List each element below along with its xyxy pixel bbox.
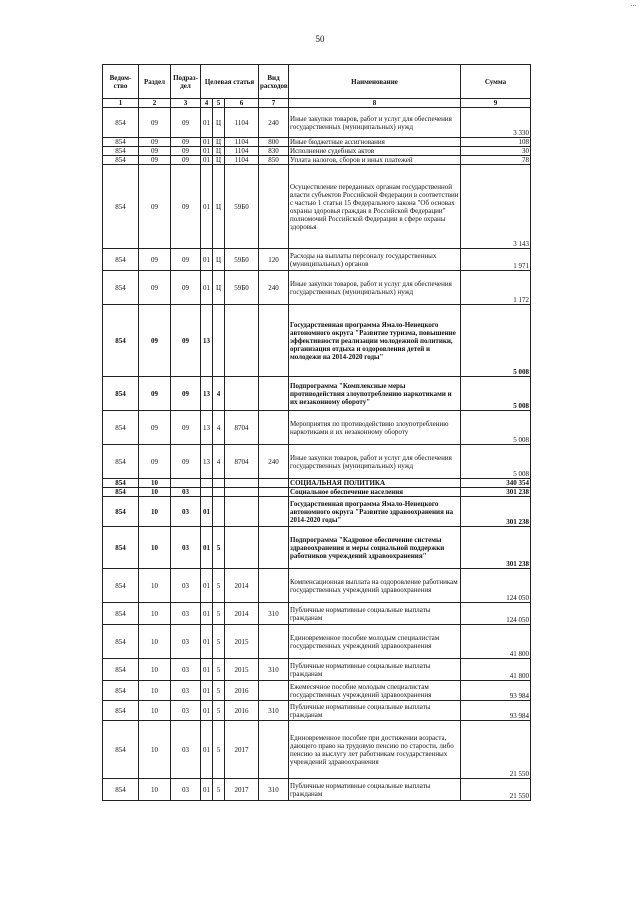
sum-cell: 78 — [461, 156, 531, 165]
name-cell: Подпрограмма "Кадровое обеспечение системы здравоохранения и меры социальной поддержки работников учреждений здравоохранения" — [289, 527, 461, 569]
name-cell: Иные закупки товаров, работ и услуг для обеспечения государственных (муниципальных) нужд — [289, 271, 461, 305]
program-cell: 01 — [201, 147, 213, 156]
section-cell: 10 — [139, 659, 171, 681]
table-row — [103, 603, 531, 625]
program-cell: 13 — [201, 377, 213, 411]
exp-type-cell: 310 — [259, 701, 289, 721]
page-number: 50 — [315, 34, 325, 44]
article-cell: 2015 — [225, 659, 259, 681]
exp-type-cell — [259, 479, 289, 488]
table-row — [103, 411, 531, 445]
dept-cell: 854 — [103, 625, 139, 659]
program-cell: 01 — [201, 603, 213, 625]
sum-cell: 124 050 — [461, 603, 531, 625]
column-number: 1 — [103, 99, 139, 108]
program-cell — [201, 479, 213, 488]
sum-cell: 124 050 — [461, 569, 531, 603]
name-cell: Иные закупки товаров, работ и услуг для обеспечения государственных (муниципальных) нужд — [289, 445, 461, 479]
column-number: 6 — [225, 99, 259, 108]
table-body — [103, 108, 531, 801]
dept-cell: 854 — [103, 156, 139, 165]
name-cell: Единовременное пособие при достижении возраста, дающего право на трудовую пенсию по старости, либо пенсию за выслугу лет работникам государственных учреждений здравоохранения — [289, 721, 461, 779]
program-cell: 01 — [201, 721, 213, 779]
subprogram-cell: 5 — [213, 681, 225, 701]
name-cell: Расходы на выплаты персоналу государственных (муниципальных) органов — [289, 249, 461, 271]
header-section: Раздел — [139, 65, 171, 99]
section-cell: 09 — [139, 377, 171, 411]
section-cell: 10 — [139, 603, 171, 625]
subprogram-cell: Ц — [213, 156, 225, 165]
section-cell: 09 — [139, 165, 171, 249]
section-cell: 09 — [139, 445, 171, 479]
header-target: Целевая статья — [201, 65, 259, 99]
section-cell: 10 — [139, 488, 171, 497]
dept-cell: 854 — [103, 305, 139, 377]
subprogram-cell — [213, 479, 225, 488]
program-cell: 01 — [201, 701, 213, 721]
subsection-cell — [171, 479, 201, 488]
exp-type-cell: 120 — [259, 249, 289, 271]
article-cell — [225, 377, 259, 411]
program-cell: 01 — [201, 681, 213, 701]
table-row — [103, 108, 531, 138]
subprogram-cell: Ц — [213, 271, 225, 305]
subsection-cell: 03 — [171, 779, 201, 801]
sum-cell: 5 008 — [461, 411, 531, 445]
article-cell: 2017 — [225, 721, 259, 779]
program-cell: 01 — [201, 527, 213, 569]
table-row — [103, 569, 531, 603]
dept-cell: 854 — [103, 659, 139, 681]
program-cell: 01 — [201, 271, 213, 305]
article-cell: 59Б0 — [225, 165, 259, 249]
subprogram-cell: 5 — [213, 721, 225, 779]
sum-cell: 1 971 — [461, 249, 531, 271]
exp-type-cell: 240 — [259, 108, 289, 138]
section-cell: 10 — [139, 721, 171, 779]
header-subsection: Подраз-дел — [171, 65, 201, 99]
exp-type-cell — [259, 488, 289, 497]
column-number: 7 — [259, 99, 289, 108]
subprogram-cell: 5 — [213, 625, 225, 659]
exp-type-cell — [259, 377, 289, 411]
exp-type-cell: 850 — [259, 156, 289, 165]
subsection-cell: 09 — [171, 108, 201, 138]
name-cell: Социальное обеспечение населения — [289, 488, 461, 497]
program-cell: 01 — [201, 569, 213, 603]
section-cell: 10 — [139, 497, 171, 527]
subprogram-cell — [213, 305, 225, 377]
exp-type-cell: 310 — [259, 659, 289, 681]
dept-cell: 854 — [103, 701, 139, 721]
sum-cell: 93 984 — [461, 681, 531, 701]
dept-cell: 854 — [103, 681, 139, 701]
program-cell: 01 — [201, 497, 213, 527]
table-row — [103, 305, 531, 377]
article-cell: 1104 — [225, 147, 259, 156]
column-number: 4 — [201, 99, 213, 108]
dept-cell: 854 — [103, 603, 139, 625]
sum-cell: 301 238 — [461, 488, 531, 497]
subsection-cell: 09 — [171, 147, 201, 156]
exp-type-cell — [259, 305, 289, 377]
subsection-cell: 09 — [171, 411, 201, 445]
program-cell: 01 — [201, 249, 213, 271]
subprogram-cell: Ц — [213, 138, 225, 147]
exp-type-cell: 310 — [259, 603, 289, 625]
subprogram-cell: 5 — [213, 569, 225, 603]
exp-type-cell: 800 — [259, 138, 289, 147]
section-cell: 09 — [139, 108, 171, 138]
dept-cell: 854 — [103, 479, 139, 488]
sum-cell: 41 800 — [461, 625, 531, 659]
program-cell: 13 — [201, 411, 213, 445]
table-row — [103, 156, 531, 165]
sum-cell: 1 172 — [461, 271, 531, 305]
subsection-cell: 09 — [171, 271, 201, 305]
section-cell: 10 — [139, 701, 171, 721]
section-cell: 09 — [139, 147, 171, 156]
table-row — [103, 625, 531, 659]
section-cell: 10 — [139, 779, 171, 801]
sum-cell: 30 — [461, 147, 531, 156]
sum-cell: 21 550 — [461, 779, 531, 801]
table-row — [103, 779, 531, 801]
dept-cell: 854 — [103, 497, 139, 527]
dept-cell: 854 — [103, 147, 139, 156]
header-dept: Ведом-ство — [103, 65, 139, 99]
column-number: 9 — [461, 99, 531, 108]
program-cell: 01 — [201, 165, 213, 249]
subsection-cell: 03 — [171, 488, 201, 497]
article-cell: 2016 — [225, 681, 259, 701]
subsection-cell: 09 — [171, 156, 201, 165]
article-cell: 8704 — [225, 411, 259, 445]
dept-cell: 854 — [103, 271, 139, 305]
sum-cell: 301 238 — [461, 527, 531, 569]
article-cell — [225, 527, 259, 569]
name-cell: Подпрограмма "Комплексные меры противодействия злоупотреблению наркотиками и их незаконному обороту" — [289, 377, 461, 411]
name-cell: Мероприятия по противодействию злоупотреблению наркотиками и их незаконному обороту — [289, 411, 461, 445]
exp-type-cell — [259, 681, 289, 701]
section-cell: 09 — [139, 305, 171, 377]
sum-cell: 3 330 — [461, 108, 531, 138]
name-cell: Осуществление переданных органам государственной власти субъектов Российской Федерации в соответствии с частью 1 статьи 15 Федерального закона "Об основах охраны здоровья граждан в Российской Федерации" полномочий Российской Федерации в сфере охраны здоровья — [289, 165, 461, 249]
table-row — [103, 138, 531, 147]
subsection-cell: 09 — [171, 138, 201, 147]
table-row — [103, 249, 531, 271]
article-cell: 2017 — [225, 779, 259, 801]
column-number: 8 — [289, 99, 461, 108]
table-row — [103, 479, 531, 488]
dept-cell: 854 — [103, 488, 139, 497]
budget-table — [102, 64, 531, 801]
article-cell — [225, 305, 259, 377]
name-cell: Иные закупки товаров, работ и услуг для обеспечения государственных (муниципальных) нужд — [289, 108, 461, 138]
subsection-cell: 03 — [171, 569, 201, 603]
exp-type-cell — [259, 165, 289, 249]
dept-cell: 854 — [103, 721, 139, 779]
name-cell: СОЦИАЛЬНАЯ ПОЛИТИКА — [289, 479, 461, 488]
table-row — [103, 147, 531, 156]
exp-type-cell — [259, 527, 289, 569]
article-cell: 1104 — [225, 108, 259, 138]
sum-cell: 41 800 — [461, 659, 531, 681]
subsection-cell: 03 — [171, 681, 201, 701]
section-cell: 09 — [139, 411, 171, 445]
sum-cell: 93 984 — [461, 701, 531, 721]
exp-type-cell: 240 — [259, 445, 289, 479]
exp-type-cell — [259, 411, 289, 445]
table-row — [103, 445, 531, 479]
column-number: 2 — [139, 99, 171, 108]
dept-cell: 854 — [103, 411, 139, 445]
subsection-cell: 03 — [171, 625, 201, 659]
exp-type-cell — [259, 569, 289, 603]
subprogram-cell: 5 — [213, 659, 225, 681]
section-cell: 10 — [139, 681, 171, 701]
section-cell: 09 — [139, 156, 171, 165]
subprogram-cell: Ц — [213, 108, 225, 138]
subprogram-cell — [213, 497, 225, 527]
article-cell: 1104 — [225, 138, 259, 147]
program-cell: 13 — [201, 445, 213, 479]
section-cell: 10 — [139, 569, 171, 603]
table-row — [103, 527, 531, 569]
program-cell: 01 — [201, 779, 213, 801]
subprogram-cell — [213, 488, 225, 497]
article-cell — [225, 479, 259, 488]
article-cell: 2014 — [225, 603, 259, 625]
name-cell: Государственная программа Ямало-Ненецкого автономного округа "Развитие здравоохранения на 2014-2020 годы" — [289, 497, 461, 527]
subsection-cell: 03 — [171, 659, 201, 681]
sum-cell: 108 — [461, 138, 531, 147]
subprogram-cell: Ц — [213, 147, 225, 156]
section-cell: 10 — [139, 479, 171, 488]
program-cell: 01 — [201, 108, 213, 138]
article-cell: 1104 — [225, 156, 259, 165]
header-exp-type: Вид расходов — [259, 65, 289, 99]
corner-mark: ... — [630, 0, 636, 8]
subsection-cell: 03 — [171, 701, 201, 721]
exp-type-cell — [259, 721, 289, 779]
name-cell: Уплата налогов, сборов и иных платежей — [289, 156, 461, 165]
sum-cell: 21 550 — [461, 721, 531, 779]
exp-type-cell: 240 — [259, 271, 289, 305]
article-cell: 2014 — [225, 569, 259, 603]
exp-type-cell: 310 — [259, 779, 289, 801]
subsection-cell: 03 — [171, 497, 201, 527]
name-cell: Публичные нормативные социальные выплаты гражданам — [289, 701, 461, 721]
dept-cell: 854 — [103, 779, 139, 801]
subsection-cell: 09 — [171, 305, 201, 377]
column-number: 3 — [171, 99, 201, 108]
sum-cell: 5 008 — [461, 445, 531, 479]
name-cell: Единовременное пособие молодым специалистам государственных учреждений здравоохранения — [289, 625, 461, 659]
subprogram-cell: 4 — [213, 411, 225, 445]
dept-cell: 854 — [103, 138, 139, 147]
table-row — [103, 681, 531, 701]
table-row — [103, 659, 531, 681]
article-cell — [225, 497, 259, 527]
program-cell: 01 — [201, 156, 213, 165]
table-row — [103, 488, 531, 497]
article-cell: 8704 — [225, 445, 259, 479]
subsection-cell: 03 — [171, 721, 201, 779]
table-row — [103, 721, 531, 779]
name-cell: Публичные нормативные социальные выплаты гражданам — [289, 659, 461, 681]
subprogram-cell: 4 — [213, 377, 225, 411]
program-cell: 13 — [201, 305, 213, 377]
header-name: Наименование — [289, 65, 461, 99]
subsection-cell: 09 — [171, 445, 201, 479]
article-cell: 2015 — [225, 625, 259, 659]
dept-cell: 854 — [103, 527, 139, 569]
exp-type-cell — [259, 497, 289, 527]
subsection-cell: 09 — [171, 377, 201, 411]
subsection-cell: 03 — [171, 527, 201, 569]
table-row — [103, 701, 531, 721]
section-cell: 09 — [139, 138, 171, 147]
sum-cell: 5 008 — [461, 305, 531, 377]
section-cell: 10 — [139, 625, 171, 659]
sum-cell: 340 354 — [461, 479, 531, 488]
article-cell: 59Б0 — [225, 249, 259, 271]
dept-cell: 854 — [103, 569, 139, 603]
subprogram-cell: 4 — [213, 445, 225, 479]
article-cell — [225, 488, 259, 497]
sum-cell: 3 143 — [461, 165, 531, 249]
name-cell: Государственная программа Ямало-Ненецкого автономного округа "Развитие туризма, повышение эффективности реализации молодежной политики, организация отдыха и оздоровления детей и молодежи на 2014-2020 годы" — [289, 305, 461, 377]
sum-cell: 5 008 — [461, 377, 531, 411]
sum-cell: 301 238 — [461, 497, 531, 527]
section-cell: 10 — [139, 527, 171, 569]
dept-cell: 854 — [103, 445, 139, 479]
subsection-cell: 09 — [171, 165, 201, 249]
dept-cell: 854 — [103, 165, 139, 249]
name-cell: Компенсационная выплата на оздоровление работникам государственных учреждений здравоохранения — [289, 569, 461, 603]
program-cell: 01 — [201, 659, 213, 681]
column-number-row — [103, 99, 531, 108]
subprogram-cell: 5 — [213, 603, 225, 625]
subsection-cell: 09 — [171, 249, 201, 271]
table-row — [103, 497, 531, 527]
exp-type-cell: 830 — [259, 147, 289, 156]
program-cell: 01 — [201, 625, 213, 659]
dept-cell: 854 — [103, 377, 139, 411]
subprogram-cell: 5 — [213, 701, 225, 721]
subprogram-cell: 5 — [213, 779, 225, 801]
table-row — [103, 377, 531, 411]
subprogram-cell: Ц — [213, 165, 225, 249]
name-cell: Исполнение судебных актов — [289, 147, 461, 156]
article-cell: 59Б0 — [225, 271, 259, 305]
name-cell: Публичные нормативные социальные выплаты гражданам — [289, 779, 461, 801]
section-cell: 09 — [139, 249, 171, 271]
program-cell: 01 — [201, 138, 213, 147]
dept-cell: 854 — [103, 108, 139, 138]
subprogram-cell: 5 — [213, 527, 225, 569]
dept-cell: 854 — [103, 249, 139, 271]
name-cell: Иные бюджетные ассигнования — [289, 138, 461, 147]
section-cell: 09 — [139, 271, 171, 305]
column-number: 5 — [213, 99, 225, 108]
subprogram-cell: Ц — [213, 249, 225, 271]
article-cell: 2016 — [225, 701, 259, 721]
table-row — [103, 165, 531, 249]
header-sum: Сумма — [461, 65, 531, 99]
name-cell: Публичные нормативные социальные выплаты гражданам — [289, 603, 461, 625]
exp-type-cell — [259, 625, 289, 659]
table-row — [103, 271, 531, 305]
name-cell: Ежемесячное пособие молодым специалистам государственных учреждений здравоохранения — [289, 681, 461, 701]
program-cell — [201, 488, 213, 497]
subsection-cell: 03 — [171, 603, 201, 625]
